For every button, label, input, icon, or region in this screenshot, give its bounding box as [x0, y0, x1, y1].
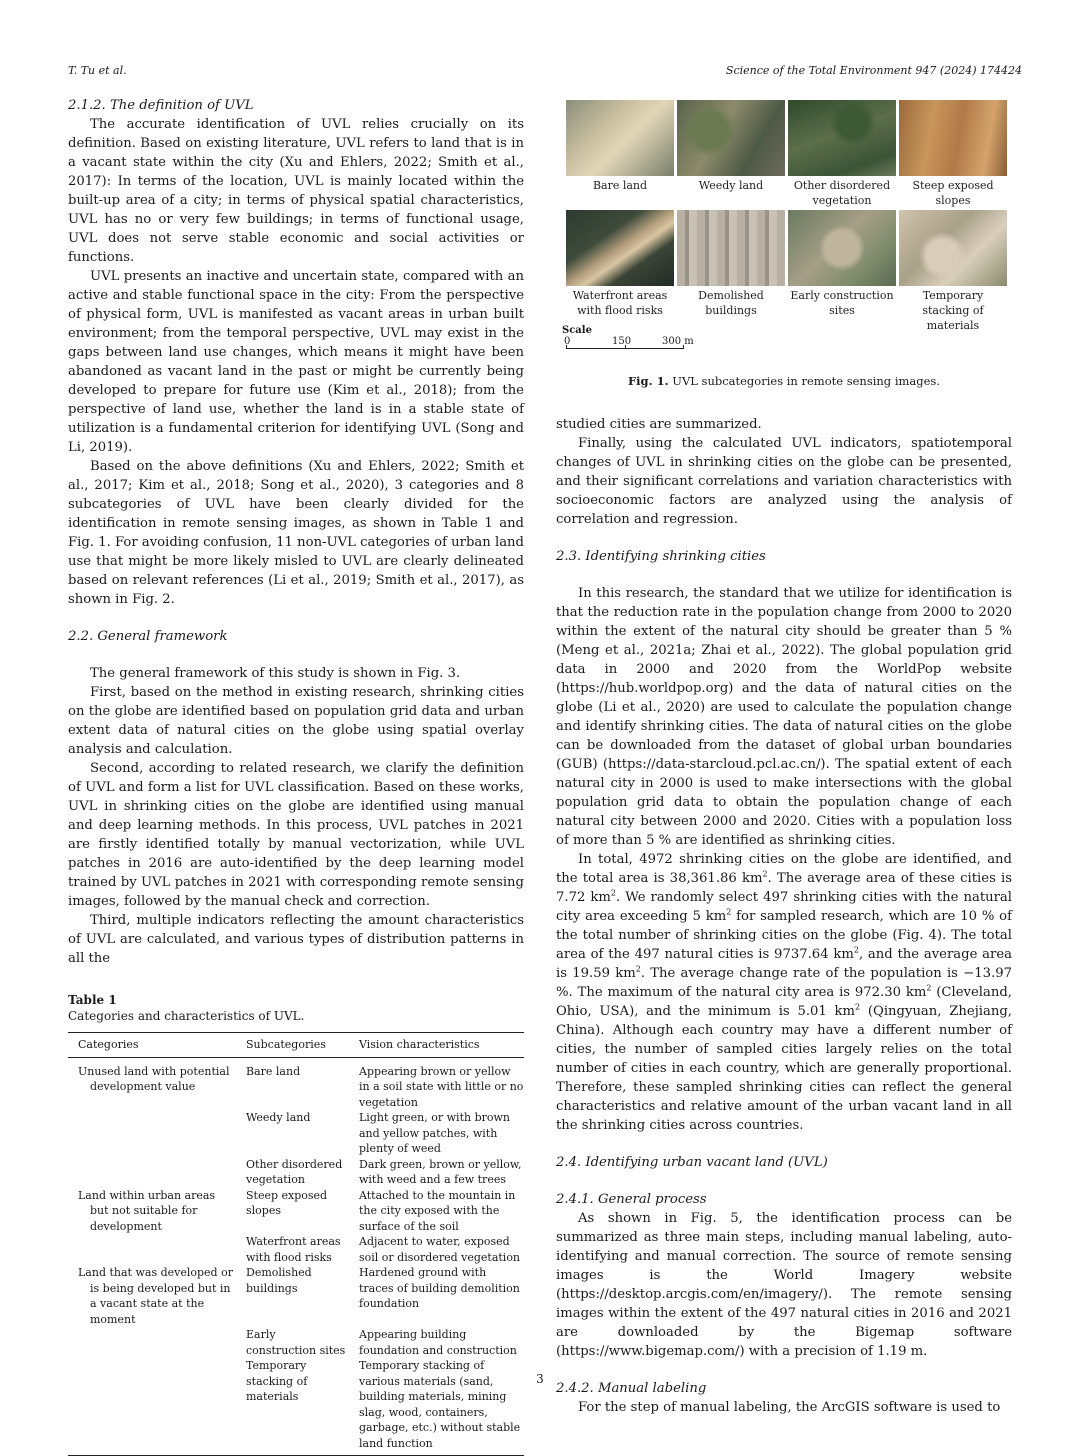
section-2-2-title: 2.2. General framework	[68, 629, 228, 644]
figure-tile	[899, 100, 1007, 210]
figure-tile	[788, 210, 896, 320]
table-cell: Appearing building foundation and construction	[359, 1328, 517, 1357]
paragraph: The general framework of this study is shown in Fig. 3.	[90, 666, 461, 681]
tile-caption: Other disordered vegetation	[793, 179, 891, 207]
scale-label: Scale	[562, 325, 592, 336]
satellite-image-construction	[788, 210, 896, 286]
paragraph: Third, multiple indicators reflecting the amount characteristics of UVL are calculated, and various types of distribution patterns in all the	[68, 913, 524, 966]
table-cell: Land within urban areas but not suitable for development	[78, 1188, 216, 1233]
paragraph: Based on the above definitions (Xu and Ehlers, 2022; Smith et al., 2017; Kim et al., 2018; Song et al., 2020), 3 categories and 8 subcategories of UVL have been clearly divided for the identification in remote sensing images, as shown in Table 1 and Fig. 1. For avoiding confusion, 11 non-UVL categories of urban land use that might be more likely misled to UVL are clearly delineated based on relevant references (Li et al., 2019; Smith et al., 2017), as shown in Fig. 2.	[68, 459, 524, 607]
table-cell: Attached to the mountain in the city exposed with the surface of the soil	[359, 1188, 516, 1233]
figure-tile	[788, 100, 896, 210]
table-cell: Appearing brown or yellow in a soil state with little or no vegetation	[359, 1064, 524, 1109]
table-cell: Unused land with potential development value	[78, 1064, 230, 1093]
left-column	[68, 96, 524, 1456]
figure-tile	[566, 210, 674, 320]
table-cell: Adjacent to water, exposed soil or disordered vegetation	[359, 1235, 521, 1264]
table-header: Categories	[68, 1033, 236, 1058]
figure-label: Fig. 1.	[628, 374, 669, 388]
table-title: Table 1	[68, 993, 117, 1007]
tile-caption: Steep exposed slopes	[912, 179, 994, 207]
table-cell: Bare land	[246, 1064, 301, 1078]
figure-caption-text: UVL subcategories in remote sensing images.	[672, 374, 940, 388]
tile-caption: Bare land	[592, 179, 648, 192]
table-cell: Other disordered vegetation	[246, 1157, 343, 1186]
table-cell: Weedy land	[246, 1111, 311, 1124]
section-2-4-1-title: 2.4.1. General process	[556, 1192, 707, 1207]
section-2-4-title: 2.4. Identifying urban vacant land (UVL)	[556, 1155, 828, 1170]
paragraph: As shown in Fig. 5, the identification process can be summarized as three main steps, including manual labeling, auto-identifying and manual correction. The source of remote sensing images is the World Imagery website (https://desktop.arcgis.com/en/imagery/). The remote sensing images within the extent of the 497 natural cities in 2016 and 2021 are downloaded by the Bigemap software (https://www.bigemap.com/) with a precision of 1.19 m.	[556, 1211, 1012, 1359]
running-header-authors: T. Tu et al.	[68, 64, 127, 77]
figure-tile	[677, 210, 785, 320]
tile-caption: Weedy land	[698, 179, 764, 192]
tile-caption: Temporary stacking of materials	[922, 289, 984, 332]
section-2-3-title: 2.3. Identifying shrinking cities	[556, 549, 766, 564]
paragraph: Finally, using the calculated UVL indicators, spatiotemporal changes of UVL in shrinking cities on the globe can be presented, and their significant correlations and variation characteristics with socioeconomic factors are analyzed using the analysis of correlation and regression.	[556, 436, 1012, 527]
right-column	[556, 96, 1012, 1417]
table-cell: Land that was developed or is being developed but in a vacant state at the moment	[78, 1266, 233, 1326]
table-cell: Dark green, brown or yellow, with weed and a few trees	[359, 1157, 522, 1186]
table-row	[68, 1265, 524, 1327]
table-row	[68, 1327, 524, 1358]
table-row	[68, 1110, 524, 1157]
page-number: 3	[536, 1372, 544, 1386]
table-row	[68, 1057, 524, 1110]
table-row	[68, 1157, 524, 1188]
table-subtitle: Categories and characteristics of UVL.	[68, 1009, 305, 1023]
figure-caption	[556, 372, 1012, 391]
satellite-image-stacking	[899, 210, 1007, 286]
table-cell: Steep exposed slopes	[246, 1188, 328, 1217]
table-cell: Hardened ground with traces of building demolition foundation	[359, 1266, 520, 1310]
paragraph: studied cities are summarized.	[556, 417, 762, 432]
table-cell: Waterfront areas with flood risks	[246, 1235, 341, 1264]
tile-caption: Waterfront areas with flood risks	[572, 289, 668, 317]
table-row	[68, 1234, 524, 1265]
tile-caption: Demolished buildings	[698, 289, 764, 317]
table-1	[68, 992, 524, 1456]
scale-tick: 300 m	[662, 336, 694, 347]
paragraph: The accurate identification of UVL relies crucially on its definition. Based on existing literature, UVL refers to land that is in a vacant state within the city (Xu and Ehlers, 2022; Smith et al., 2017): In terms of the location, UVL is mainly located within the built-up area of a city; in terms of physical spatial characteristics, UVL has no or very few buildings; in terms of functional usage, UVL does not serve stable economic and social activities or functions.	[68, 117, 524, 265]
satellite-image-waterfront	[566, 210, 674, 286]
table-cell: Temporary stacking of materials	[236, 1358, 349, 1456]
table-cell: Early construction sites	[246, 1328, 346, 1357]
paragraph: In this research, the standard that we utilize for identification is that the reduction rate in the population change from 2000 to 2020 within the extent of the natural city should be greater than 5 % (Meng et al., 2021a; Zhai et al., 2022). The global population grid data in 2000 and 2020 from the WorldPop website (https://hub.worldpop.org) and the data of natural cities on the globe (Li et al., 2020) are used to calculate the population change and identify shrinking cities. The data of natural cities on the globe can be downloaded from the dataset of global urban boundaries (GUB) (https://data-starcloud.pcl.ac.cn/). The spatial extent of each natural city in 2000 is used to make intersections with the global population grid data to obtain the population change of each natural city between 2000 and 2020. Cities with a population loss of more than 5 % are identified as shrinking cities.	[556, 586, 1012, 848]
figure-tile	[566, 100, 674, 210]
paragraph: For the step of manual labeling, the ArcGIS software is used to	[578, 1400, 1001, 1415]
satellite-image-demolished	[677, 210, 785, 286]
paragraph: First, based on the method in existing research, shrinking cities on the globe are identified based on population grid data and urban extent data of natural cities on the globe using spatial overlay analysis and calculation.	[68, 685, 524, 757]
table-cell: Demolished buildings	[246, 1266, 312, 1295]
table-row	[68, 1188, 524, 1235]
section-2-4-2-title: 2.4.2. Manual labeling	[556, 1381, 707, 1396]
paragraph: UVL presents an inactive and uncertain state, compared with an active and stable functional space in the city: From the perspective of physical form, UVL is manifested as vacant areas in urban built environment; from the temporal perspective, UVL may exist in the gaps between land use changes, which means it might have been abandoned as vacant land in the past or might be currently being developed to prepare for future use (Kim et al., 2018); from the perspective of land use, whether the land is in a stable state of utilization is a fundamental criterion for identifying UVL (Song and Li, 2019).	[68, 269, 524, 455]
satellite-image-disordered-vegetation	[788, 100, 896, 176]
paragraph: Second, according to related research, we clarify the definition of UVL and form a list for UVL classification. Based on these works, UVL in shrinking cities on the globe are identified using manual and deep learning methods. In this process, UVL patches in 2021 are firstly identified totally by manual vectorization, while UVL patches in 2016 are auto-identified by the deep learning model trained by UVL patches in 2021 with corresponding remote sensing images, followed by the manual check and correction.	[68, 761, 524, 909]
table-cell: Temporary stacking of various materials (sand, building materials, mining slag, wood, containers, garbage, etc.) without stable land function	[349, 1358, 524, 1456]
satellite-image-steep-slopes	[899, 100, 1007, 176]
satellite-image-weedy-land	[677, 100, 785, 176]
categories-table	[68, 1032, 524, 1456]
table-header: Vision characteristics	[349, 1033, 524, 1058]
tile-caption: Early construction sites	[790, 289, 894, 317]
section-2-1-2-title: 2.1.2. The definition of UVL	[68, 98, 254, 113]
satellite-image-bare-land	[566, 100, 674, 176]
scale-tick: 0	[564, 336, 571, 347]
table-cell: Light green, or with brown and yellow patches, with plenty of weed	[359, 1111, 510, 1155]
scale-line	[566, 345, 684, 349]
scale-tick: 150	[612, 336, 632, 347]
figure-tile	[899, 210, 1007, 332]
scale-bar	[562, 321, 762, 347]
figure-tile	[677, 100, 785, 210]
paragraph: In total, 4972 shrinking cities on the globe are identified, and the total area is 38,361.86 $km^2$. The average area of these cities is 7.72 $km^2$. We randomly select 497 shrinking cities with the natural city area exceeding 5 $km^2$ for sampled research, which are 10 % of the total number of shrinking cities on the globe (Fig. 4). The total area of the 497 natural cities is 9737.64 $km^2$, and the average area is 19.59 $km^2$. The average change rate of the population is −13.97 %. The maximum of the natural city area is 972.30 $km^2$ (Cleveland, Ohio, USA), and the minimum is 5.01 $km^2$ (Qingyuan, Zhejiang, China). Although each country may have a different number of cities, the number of sampled cities largely relies on the total number of cities in each country, which are generally proportional. Therefore, these sampled shrinking cities can reflect the general characteristics and relative amount of the urban vacant land in all the shrinking cities across countries.	[556, 852, 1012, 1133]
table-header: Subcategories	[236, 1033, 349, 1058]
figure-1	[556, 96, 1012, 401]
running-header-journal: Science of the Total Environment 947 (2024) 174424	[725, 64, 1022, 77]
